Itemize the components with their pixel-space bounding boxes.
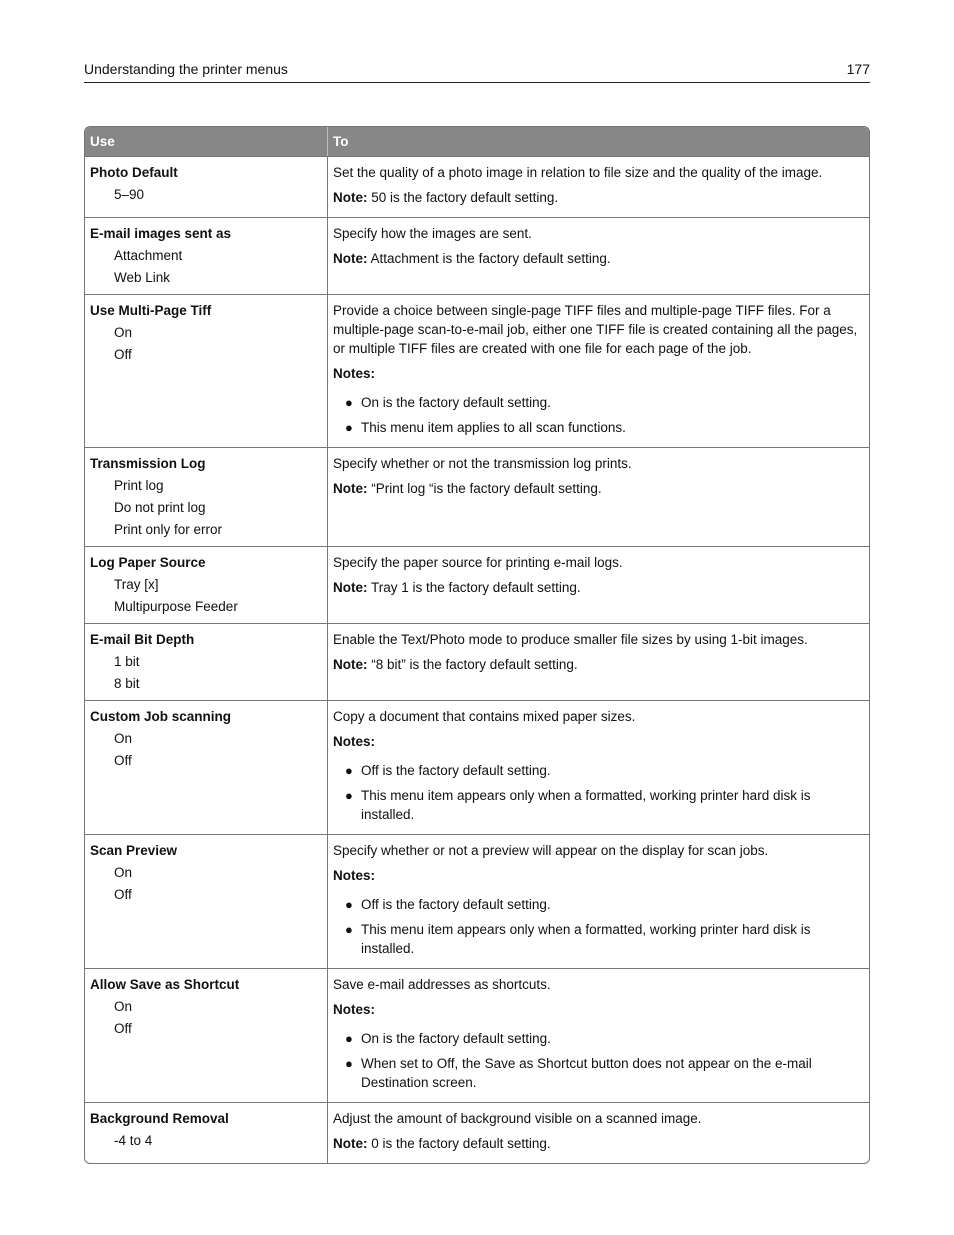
- setting-cell: [85, 546, 328, 623]
- setting-option: On: [114, 731, 133, 746]
- setting-name: Transmission Log: [90, 456, 206, 471]
- list-item: [333, 393, 864, 412]
- notes-list: [333, 761, 864, 824]
- setting-option: Attachment: [114, 248, 183, 263]
- setting-option: Off: [114, 1021, 132, 1036]
- list-item: [333, 418, 864, 437]
- description-cell: [328, 294, 869, 447]
- setting-cell: [85, 834, 328, 968]
- setting-description: Specify the paper source for printing e-mail logs.: [333, 555, 623, 570]
- bullet-icon: ●: [345, 897, 353, 912]
- table-row: [85, 623, 869, 700]
- setting-description: Enable the Text/Photo mode to produce smaller file sizes by using 1-bit images.: [333, 632, 808, 647]
- notes-list: [333, 895, 864, 958]
- note-text: Attachment is the factory default setting.: [370, 251, 611, 266]
- list-item: [333, 1054, 864, 1092]
- notes-label: Notes:: [333, 734, 376, 749]
- bullet-icon: ●: [345, 922, 353, 937]
- setting-option: On: [114, 999, 133, 1014]
- notes-label: Notes:: [333, 1002, 376, 1017]
- page-number: 177: [846, 61, 870, 77]
- setting-name: Scan Preview: [90, 843, 178, 858]
- note-label: Note:: [333, 190, 368, 205]
- description-cell: [328, 447, 869, 546]
- setting-option: 1 bit: [114, 654, 140, 669]
- setting-option: Multipurpose Feeder: [114, 599, 238, 614]
- setting-option: 5–90: [114, 187, 145, 202]
- setting-cell: [85, 447, 328, 546]
- bullet-icon: ●: [345, 1056, 353, 1071]
- note-bullet-text: This menu item applies to all scan functions.: [361, 420, 626, 435]
- table-row: [85, 700, 869, 834]
- note: [333, 578, 864, 597]
- description-cell: [328, 968, 869, 1102]
- table-row: [85, 294, 869, 447]
- setting-cell: [85, 1102, 328, 1163]
- description-cell: [328, 217, 869, 294]
- column-header-use: Use: [85, 127, 328, 156]
- setting-option: Web Link: [114, 270, 171, 285]
- table-row: [85, 968, 869, 1102]
- table-row: [85, 834, 869, 968]
- note-label: Note:: [333, 481, 368, 496]
- note-bullet-text: This menu item appears only when a formatted, working printer hard disk is installed.: [361, 922, 811, 956]
- setting-option: Do not print log: [114, 500, 206, 515]
- setting-option: On: [114, 325, 133, 340]
- description-cell: [328, 700, 869, 834]
- notes-label: Notes:: [333, 868, 376, 883]
- note: [333, 479, 864, 498]
- note-text: “8 bit” is the factory default setting.: [371, 657, 578, 672]
- setting-name: Custom Job scanning: [90, 709, 232, 724]
- setting-name: Allow Save as Shortcut: [90, 977, 240, 992]
- description-cell: [328, 546, 869, 623]
- setting-option: Tray [x]: [114, 577, 159, 592]
- notes-label: Notes:: [333, 366, 376, 381]
- table-row: [85, 546, 869, 623]
- notes-list: [333, 1029, 864, 1092]
- description-cell: [328, 834, 869, 968]
- setting-option: Off: [114, 347, 132, 362]
- page-header: [84, 60, 870, 83]
- list-item: [333, 920, 864, 958]
- note: [333, 188, 864, 207]
- section-title: Understanding the printer menus: [84, 61, 288, 77]
- list-item: [333, 1029, 864, 1048]
- table-body: [85, 156, 869, 1163]
- note-label: Note:: [333, 251, 368, 266]
- setting-description: Copy a document that contains mixed paper sizes.: [333, 709, 636, 724]
- table-row: [85, 156, 869, 217]
- note-bullet-text: On is the factory default setting.: [361, 395, 551, 410]
- setting-description: Provide a choice between single-page TIFF files and multiple-page TIFF files. For a multiple-page scan-to-e-mail job, either one TIFF file is created containing all the pages, or multiple TIFF files are created with one file for each page of the job.: [333, 303, 858, 356]
- setting-description: Specify how the images are sent.: [333, 226, 532, 241]
- list-item: [333, 895, 864, 914]
- setting-description: Save e-mail addresses as shortcuts.: [333, 977, 551, 992]
- bullet-icon: ●: [345, 1031, 353, 1046]
- setting-cell: [85, 968, 328, 1102]
- menu-settings-table: [84, 126, 870, 1164]
- setting-description: Set the quality of a photo image in relation to file size and the quality of the image.: [333, 165, 823, 180]
- setting-description: Adjust the amount of background visible on a scanned image.: [333, 1111, 702, 1126]
- bullet-icon: ●: [345, 395, 353, 410]
- setting-option: Print only for error: [114, 522, 223, 537]
- setting-cell: [85, 294, 328, 447]
- note-bullet-text: Off is the factory default setting.: [361, 897, 551, 912]
- table-row: [85, 217, 869, 294]
- setting-option: On: [114, 865, 133, 880]
- setting-option: Off: [114, 753, 132, 768]
- note: [333, 1134, 864, 1153]
- notes-list: [333, 393, 864, 437]
- bullet-icon: ●: [345, 763, 353, 778]
- setting-description: Specify whether or not a preview will appear on the display for scan jobs.: [333, 843, 769, 858]
- bullet-icon: ●: [345, 420, 353, 435]
- note-label: Note:: [333, 1136, 368, 1151]
- setting-name: Log Paper Source: [90, 555, 206, 570]
- table-header-row: [85, 127, 869, 156]
- bullet-icon: ●: [345, 788, 353, 803]
- note-label: Note:: [333, 657, 368, 672]
- setting-cell: [85, 623, 328, 700]
- setting-option: 8 bit: [114, 676, 140, 691]
- setting-option: Off: [114, 887, 132, 902]
- note: [333, 249, 864, 268]
- setting-description: Specify whether or not the transmission log prints.: [333, 456, 632, 471]
- note-text: 0 is the factory default setting.: [371, 1136, 551, 1151]
- note-bullet-text: This menu item appears only when a formatted, working printer hard disk is installed.: [361, 788, 811, 822]
- list-item: [333, 786, 864, 824]
- setting-cell: [85, 156, 328, 217]
- setting-option: Print log: [114, 478, 164, 493]
- setting-name: E-mail images sent as: [90, 226, 232, 241]
- description-cell: [328, 1102, 869, 1163]
- setting-cell: [85, 217, 328, 294]
- setting-option: -4 to 4: [114, 1133, 153, 1148]
- setting-name: Photo Default: [90, 165, 178, 180]
- description-cell: [328, 623, 869, 700]
- note-bullet-text: Off is the factory default setting.: [361, 763, 551, 778]
- note-text: “Print log “is the factory default setting.: [371, 481, 602, 496]
- setting-cell: [85, 700, 328, 834]
- column-header-to: To: [328, 127, 869, 156]
- table-row: [85, 447, 869, 546]
- note-text: 50 is the factory default setting.: [371, 190, 559, 205]
- setting-name: Use Multi-Page Tiff: [90, 303, 212, 318]
- note-bullet-text: When set to Off, the Save as Shortcut button does not appear on the e-mail Destination screen.: [361, 1056, 812, 1090]
- setting-name: E-mail Bit Depth: [90, 632, 195, 647]
- list-item: [333, 761, 864, 780]
- setting-name: Background Removal: [90, 1111, 229, 1126]
- note-bullet-text: On is the factory default setting.: [361, 1031, 551, 1046]
- description-cell: [328, 156, 869, 217]
- note: [333, 655, 864, 674]
- note-label: Note:: [333, 580, 368, 595]
- table-row: [85, 1102, 869, 1163]
- note-text: Tray 1 is the factory default setting.: [371, 580, 581, 595]
